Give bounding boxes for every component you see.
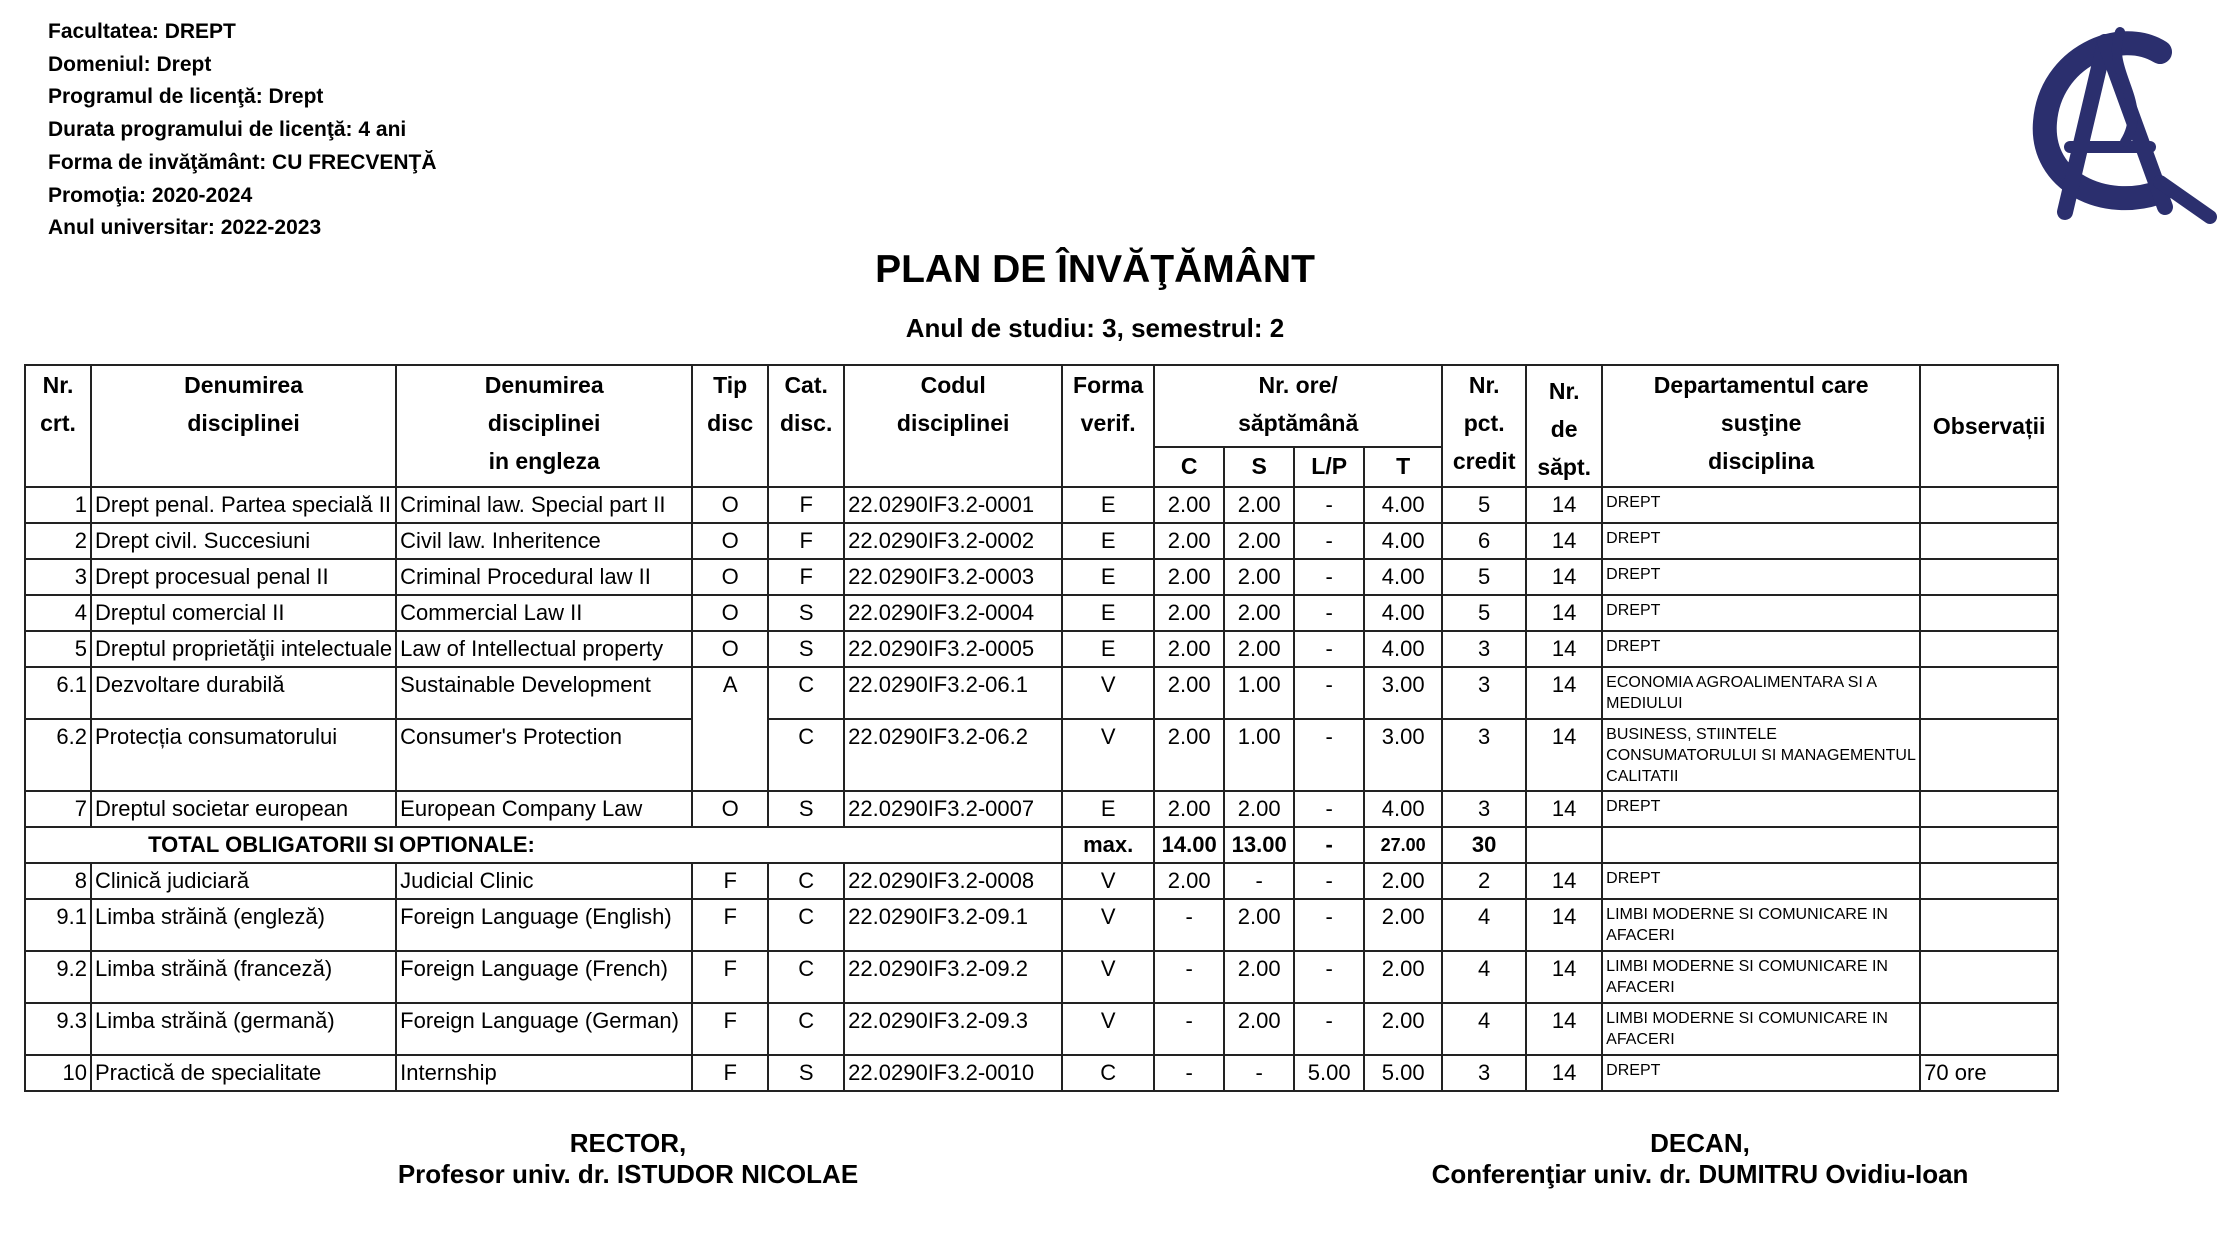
decan-name: Conferenţiar univ. dr. DUMITRU Ovidiu-Ioan [1431,1159,1969,1189]
row-hours-t: 4.00 [1364,559,1442,595]
row-verification: V [1062,899,1154,951]
row-category: C [768,951,844,1003]
table-row [25,667,2058,719]
row-nr: 1 [25,487,91,523]
total-max-label: max. [1062,827,1154,863]
row-category: S [768,595,844,631]
row-weeks: 14 [1526,791,1602,827]
row-code: 22.0290IF3.2-06.2 [844,719,1062,791]
row-hours-t: 2.00 [1364,1003,1442,1055]
row-hours-t: 2.00 [1364,863,1442,899]
row-credits: 4 [1442,899,1526,951]
row-category: S [768,1055,844,1091]
row-hours-c: 2.00 [1154,719,1224,791]
row-hours-lp: - [1294,487,1364,523]
row-category: S [768,791,844,827]
row-department: DREPT [1602,791,1920,827]
row-hours-s: 2.00 [1224,899,1294,951]
row-hours-t: 2.00 [1364,899,1442,951]
row-code: 22.0290IF3.2-06.1 [844,667,1062,719]
row-weeks: 14 [1526,523,1602,559]
row-nr: 6.1 [25,667,91,719]
row-hours-lp: - [1294,631,1364,667]
row-category: S [768,631,844,667]
row-hours-c: 2.00 [1154,791,1224,827]
row-nr: 8 [25,863,91,899]
row-department: LIMBI MODERNE SI COMUNICARE IN AFACERI [1602,1003,1920,1055]
row-hours-t: 5.00 [1364,1055,1442,1091]
row-hours-s: 2.00 [1224,951,1294,1003]
row-category: F [768,559,844,595]
header-verification: Forma verif. [1073,372,1144,436]
row-name: Limba străină (franceză) [91,951,396,1003]
row-name-en: Criminal Procedural law II [396,559,692,595]
row-hours-t: 2.00 [1364,951,1442,1003]
row-weeks: 14 [1526,951,1602,1003]
row-code: 22.0290IF3.2-0001 [844,487,1062,523]
row-type: O [692,523,768,559]
row-name-en: Foreign Language (German) [396,1003,692,1055]
header-name-en: Denumirea disciplinei in engleza [484,372,604,474]
row-credits: 5 [1442,487,1526,523]
total-t: 27.00 [1364,827,1442,863]
row-name: Limba străină (germană) [91,1003,396,1055]
row-weeks: 14 [1526,719,1602,791]
row-observations [1920,863,2058,899]
row-name: Protecția consumatorului [91,719,396,791]
row-name-en: Criminal law. Special part II [396,487,692,523]
total-empty-cell [1526,827,1602,863]
row-credits: 3 [1442,631,1526,667]
header-type: Tip disc [707,372,754,436]
row-nr: 6.2 [25,719,91,791]
row-department: DREPT [1602,559,1920,595]
row-hours-s: 2.00 [1224,559,1294,595]
row-weeks: 14 [1526,631,1602,667]
row-credits: 4 [1442,951,1526,1003]
row-type: O [692,487,768,523]
row-name: Drept civil. Succesiuni [91,523,396,559]
header-nr: Nr. crt. [40,372,76,436]
row-hours-lp: - [1294,899,1364,951]
total-empty-cell [1920,827,2058,863]
row-verification: V [1062,667,1154,719]
row-observations [1920,951,2058,1003]
row-name-en: Sustainable Development [396,667,692,719]
program-line: Programul de licenţă: Drept [48,85,324,109]
header-department: Departamentul care susţine disciplina [1653,372,1869,474]
row-verification: E [1062,487,1154,523]
row-hours-s: - [1224,863,1294,899]
table-row [25,719,2058,791]
row-name: Dreptul societar european [91,791,396,827]
row-type: O [692,631,768,667]
row-credits: 3 [1442,791,1526,827]
row-nr: 3 [25,559,91,595]
row-name: Clinică judiciară [91,863,396,899]
row-verification: E [1062,559,1154,595]
row-type: O [692,595,768,631]
table-row [25,899,2058,951]
row-department: LIMBI MODERNE SI COMUNICARE IN AFACERI [1602,951,1920,1003]
row-nr: 4 [25,595,91,631]
row-verification: E [1062,631,1154,667]
header-c: C [1180,453,1198,480]
row-weeks: 14 [1526,667,1602,719]
total-label-a: TOTAL OBLIGATORII SI [25,827,396,863]
row-type: O [692,559,768,595]
header-weeks: Nr. de săpt. [1537,378,1592,480]
row-nr: 9.2 [25,951,91,1003]
row-weeks: 14 [1526,1055,1602,1091]
row-category: C [768,899,844,951]
row-name: Dreptul proprietăţii intelectuale [91,631,396,667]
header-category: Cat. disc. [779,372,833,436]
row-code: 22.0290IF3.2-0007 [844,791,1062,827]
row-code: 22.0290IF3.2-0003 [844,559,1062,595]
faculty-line: Facultatea: DREPT [48,20,236,43]
row-nr: 10 [25,1055,91,1091]
duration-line: Durata programului de licenţă: 4 ani [48,118,407,142]
total-c: 14.00 [1154,827,1224,863]
table-row [25,595,2058,631]
row-hours-s: 1.00 [1224,667,1294,719]
table-row [25,523,2058,559]
row-code: 22.0290IF3.2-09.1 [844,899,1062,951]
total-empty-cell [1602,827,1920,863]
row-credits: 3 [1442,719,1526,791]
row-weeks: 14 [1526,1003,1602,1055]
total-label-b: OPTIONALE: [396,827,1062,863]
row-department: DREPT [1602,1055,1920,1091]
row-hours-c: 2.00 [1154,667,1224,719]
row-hours-c: 2.00 [1154,487,1224,523]
rector-signature [378,1128,878,1190]
row-observations [1920,667,2058,719]
table-row [25,1055,2058,1091]
row-code: 22.0290IF3.2-0005 [844,631,1062,667]
row-hours-c: - [1154,951,1224,1003]
row-verification: V [1062,951,1154,1003]
row-department: ECONOMIA AGROALIMENTARA SI A MEDIULUI [1602,667,1920,719]
row-hours-c: - [1154,1003,1224,1055]
total-s: 13.00 [1224,827,1294,863]
row-hours-lp: - [1294,951,1364,1003]
row-name-en: European Company Law [396,791,692,827]
table-row [25,791,2058,827]
row-nr: 9.3 [25,1003,91,1055]
row-hours-c: 2.00 [1154,595,1224,631]
row-observations [1920,631,2058,667]
row-hours-c: 2.00 [1154,559,1224,595]
row-hours-lp: - [1294,667,1364,719]
row-type: F [692,951,768,1003]
row-code: 22.0290IF3.2-0010 [844,1055,1062,1091]
row-hours-s: - [1224,1055,1294,1091]
row-code: 22.0290IF3.2-0004 [844,595,1062,631]
row-weeks: 14 [1526,595,1602,631]
row-type: F [692,1003,768,1055]
university-logo-icon [2010,12,2220,232]
row-hours-lp: - [1294,719,1364,791]
row-type: F [692,899,768,951]
row-hours-lp: - [1294,791,1364,827]
decan-title: DECAN, [1650,1128,1750,1158]
row-hours-s: 2.00 [1224,631,1294,667]
row-hours-lp: - [1294,595,1364,631]
row-type: O [692,791,768,827]
row-nr: 9.1 [25,899,91,951]
row-category: F [768,523,844,559]
row-hours-c: - [1154,899,1224,951]
table-row [25,1003,2058,1055]
row-hours-lp: - [1294,523,1364,559]
header-t: T [1396,453,1411,480]
row-hours-t: 4.00 [1364,631,1442,667]
row-weeks: 14 [1526,487,1602,523]
row-verification: V [1062,863,1154,899]
row-hours-t: 4.00 [1364,523,1442,559]
row-name-en: Civil law. Inheritence [396,523,692,559]
row-name-en: Commercial Law II [396,595,692,631]
domain-line: Domeniul: Drept [48,52,212,76]
total-pct: 30 [1442,827,1526,863]
row-weeks: 14 [1526,559,1602,595]
row-verification: E [1062,791,1154,827]
row-name: Drept procesual penal II [91,559,396,595]
row-department: DREPT [1602,631,1920,667]
row-credits: 2 [1442,863,1526,899]
row-code: 22.0290IF3.2-09.3 [844,1003,1062,1055]
row-hours-lp: - [1294,863,1364,899]
row-credits: 5 [1442,559,1526,595]
row-hours-c: 2.00 [1154,631,1224,667]
row-hours-lp: - [1294,559,1364,595]
row-name-en: Law of Intellectual property [396,631,692,667]
row-observations [1920,559,2058,595]
table-header-row [25,365,2058,447]
row-credits: 6 [1442,523,1526,559]
header-code: Codul disciplinei [896,372,1010,436]
row-nr: 2 [25,523,91,559]
row-department: DREPT [1602,523,1920,559]
row-hours-c: 2.00 [1154,523,1224,559]
row-name-en: Internship [396,1055,692,1091]
row-name-en: Foreign Language (French) [396,951,692,1003]
row-hours-t: 3.00 [1364,667,1442,719]
study-form-line: Forma de invăţământ: CU FRECVENŢĂ [48,150,437,174]
rector-title: RECTOR, [569,1128,687,1158]
row-hours-lp: - [1294,1003,1364,1055]
row-credits: 5 [1442,595,1526,631]
row-hours-s: 2.00 [1224,595,1294,631]
table-row [25,951,2058,1003]
header-hours: Nr. ore/ săptămână [1238,372,1359,436]
row-hours-s: 1.00 [1224,719,1294,791]
table-row [25,863,2058,899]
row-category: C [768,863,844,899]
row-department: BUSINESS, STIINTELE CONSUMATORULUI SI MANAGEMENTUL CALITATII [1602,719,1920,791]
decan-signature [1410,1128,1990,1190]
table-row [25,487,2058,523]
row-credits: 3 [1442,667,1526,719]
row-code: 22.0290IF3.2-09.2 [844,951,1062,1003]
row-hours-s: 2.00 [1224,1003,1294,1055]
row-name: Practică de specialitate [91,1055,396,1091]
table-row [25,631,2058,667]
row-verification: V [1062,1003,1154,1055]
row-observations [1920,523,2058,559]
row-category: F [768,487,844,523]
row-hours-lp: 5.00 [1294,1055,1364,1091]
row-observations [1920,791,2058,827]
row-category: C [768,719,844,791]
header-credits: Nr. pct. credit [1452,372,1516,474]
row-credits: 3 [1442,1055,1526,1091]
row-hours-t: 4.00 [1364,595,1442,631]
row-observations [1920,899,2058,951]
row-observations [1920,487,2058,523]
row-weeks: 14 [1526,899,1602,951]
page-title: PLAN DE ÎNVĂŢĂMÂNT [875,248,1315,291]
row-observations [1920,1003,2058,1055]
row-observations [1920,719,2058,791]
row-department: DREPT [1602,595,1920,631]
row-name: Dezvoltare durabilă [91,667,396,719]
row-department: DREPT [1602,487,1920,523]
row-type: F [692,1055,768,1091]
total-row [25,827,2058,863]
header-observations: Observații [1932,413,2046,439]
row-code: 22.0290IF3.2-0002 [844,523,1062,559]
row-hours-t: 3.00 [1364,719,1442,791]
row-hours-s: 2.00 [1224,791,1294,827]
row-hours-c: - [1154,1055,1224,1091]
row-name: Limba străină (engleză) [91,899,396,951]
row-name-en: Consumer's Protection [396,719,692,791]
row-hours-s: 2.00 [1224,523,1294,559]
header-lp: L/P [1311,453,1348,480]
row-nr: 5 [25,631,91,667]
row-verification: E [1062,595,1154,631]
row-department: LIMBI MODERNE SI COMUNICARE IN AFACERI [1602,899,1920,951]
row-hours-s: 2.00 [1224,487,1294,523]
page-subtitle: Anul de studiu: 3, semestrul: 2 [905,313,1285,343]
row-verification: C [1062,1055,1154,1091]
row-weeks: 14 [1526,863,1602,899]
row-observations: 70 ore [1920,1055,2058,1091]
row-category: C [768,1003,844,1055]
rector-name: Profesor univ. dr. ISTUDOR NICOLAE [397,1159,859,1189]
row-code: 22.0290IF3.2-0008 [844,863,1062,899]
table-row [25,559,2058,595]
row-name-en: Judicial Clinic [396,863,692,899]
row-type: F [692,863,768,899]
row-verification: E [1062,523,1154,559]
row-name-en: Foreign Language (English) [396,899,692,951]
row-type: A [692,667,768,791]
row-department: DREPT [1602,863,1920,899]
row-credits: 4 [1442,1003,1526,1055]
row-category: C [768,667,844,719]
faculty-info [48,16,437,245]
row-name: Drept penal. Partea specială II [91,487,396,523]
row-hours-t: 4.00 [1364,791,1442,827]
row-verification: V [1062,719,1154,791]
row-hours-t: 4.00 [1364,487,1442,523]
promotion-line: Promoţia: 2020-2024 [48,183,253,207]
row-nr: 7 [25,791,91,827]
academic-year-line: Anul universitar: 2022-2023 [48,216,322,240]
row-observations [1920,595,2058,631]
row-hours-c: 2.00 [1154,863,1224,899]
total-lp: - [1294,827,1364,863]
header-s: S [1251,453,1267,480]
curriculum-table [24,364,2059,1092]
header-name: Denumirea disciplinei [184,372,304,436]
row-name: Dreptul comercial II [91,595,396,631]
